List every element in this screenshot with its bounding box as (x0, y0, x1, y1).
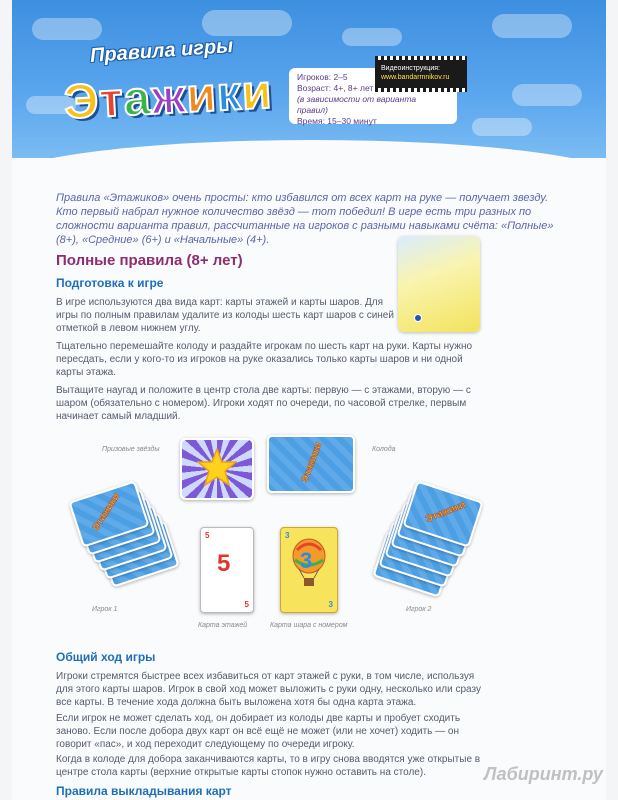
deck-caption: Колода (372, 446, 396, 453)
gameplay-heading: Общий ход игры (56, 650, 156, 664)
card-placement-heading: Правила выкладывания карт (56, 784, 232, 798)
watermark: Лабиринт.ру (484, 764, 603, 784)
player2-caption: Игрок 2 (406, 606, 432, 613)
video-label: Видеоинструкция: (381, 65, 440, 72)
players-count: Игроков: 2–5 (297, 72, 348, 82)
play-time: Время: 15–30 минут (297, 116, 377, 126)
balloon-card-corner-number: 3 (285, 531, 290, 540)
age-range: Возраст: 4+, 8+ лет (297, 83, 374, 93)
star-icon (197, 447, 237, 487)
film-strip-icon (375, 88, 467, 92)
balloon-card-number: 3 (300, 548, 313, 573)
setup-paragraph-3: Вытащите наугад и положите в центр стола две карты: первую — с этажами, вторую — с шаром (обязательно с номером). Игроки ходят по очереди, по часовой стрелке, первым начинает самый младший. (56, 385, 471, 422)
floor-card-corner-number: 5 (205, 531, 210, 540)
deck-stack (267, 435, 355, 493)
cloud-decoration (202, 10, 292, 36)
banner-wave (12, 140, 606, 158)
game-logo: Этажики (62, 65, 274, 130)
prize-stars-caption: Призовые звёзды (102, 446, 160, 453)
gameplay-paragraph-3: Когда в колоде для добора заканчиваются карты, то в игру снова вводятся уже открытые в центре стола карты (верхние открытые карты стопок нужно оставить на столе). (56, 754, 481, 778)
gameplay-paragraph-2: Если игрок не может сделать ход, он добирает из колоды две карты и пробует сходить заново. Если после добора двух карт он всё ещё не может (или не хочет) ходить — он говорит «пас», и ход переходит следующему по очереди игроку. (56, 713, 461, 750)
setup-paragraph-2: Тщательно перемешайте колоду и раздайте игрокам по шесть карт на руки. Карты нужно пересдать, если у кого-то из игроков на руке оказались только карты шаров и ни одной карты этажа. (56, 341, 473, 378)
sample-balloon-card (398, 236, 480, 332)
player2-card-logo: Этажики (424, 499, 468, 526)
balloon-card (280, 527, 338, 613)
deck-card-logo: Этажики (299, 440, 325, 485)
intro-text: Правила «Этажиков» очень просты: кто избавился от всех карт на руке — получает звезду. Кто первый набрал нужное количество звёзд — тот победил! В игре есть три разных по сложности варианта правил, рассчитанные на игроков с разными навыками счёта: «Полные» (8+), «Средние» (6+) и «Начальные» (4+). (56, 192, 554, 246)
rules-page (12, 0, 606, 800)
floor-card-caption: Карта этажей (198, 622, 248, 629)
blue-mark-icon (414, 314, 422, 322)
floor-card (200, 527, 254, 613)
cloud-decoration (342, 28, 402, 46)
header-banner (12, 0, 606, 158)
floor-card-corner-number: 5 (244, 600, 249, 609)
balloon-card-corner-number: 3 (328, 600, 333, 609)
player1-card-logo: Этажики (90, 491, 123, 533)
prize-star-card (180, 438, 254, 500)
full-rules-heading: Полные правила (8+ лет) (56, 252, 243, 269)
setup-heading: Подготовка к игре (56, 276, 164, 290)
cloud-decoration (472, 118, 532, 136)
age-note: (в зависимости от варианта правил) (297, 94, 417, 115)
setup-paragraph-1: В игре используются два вида карт: карты этажей и карты шаров. Для игры по полным правилам удалите из колоды шесть карт шаров с синей отметкой в левом нижнем углу. (56, 297, 394, 334)
cloud-decoration (492, 14, 572, 38)
cloud-decoration (32, 18, 102, 40)
gameplay-paragraph-1: Игроки стремятся быстрее всех избавиться от карт этажей с руки, в том числе, используя для этого карты шаров. Игрок в свой ход может выложить с руки одну, несколько или сразу все карты. В течение хода должна быть выложена хотя бы одна карта этажа. (56, 671, 481, 708)
floor-card-number: 5 (217, 550, 231, 577)
cloud-decoration (512, 84, 582, 106)
rules-title: Правила игры (89, 35, 234, 67)
balloon-card-caption: Карта шара с номером (270, 622, 348, 629)
video-instruction-badge (375, 56, 467, 92)
video-url: www.bandarmnikov.ru (381, 74, 450, 81)
player1-caption: Игрок 1 (92, 606, 118, 613)
film-strip-icon (375, 56, 467, 60)
